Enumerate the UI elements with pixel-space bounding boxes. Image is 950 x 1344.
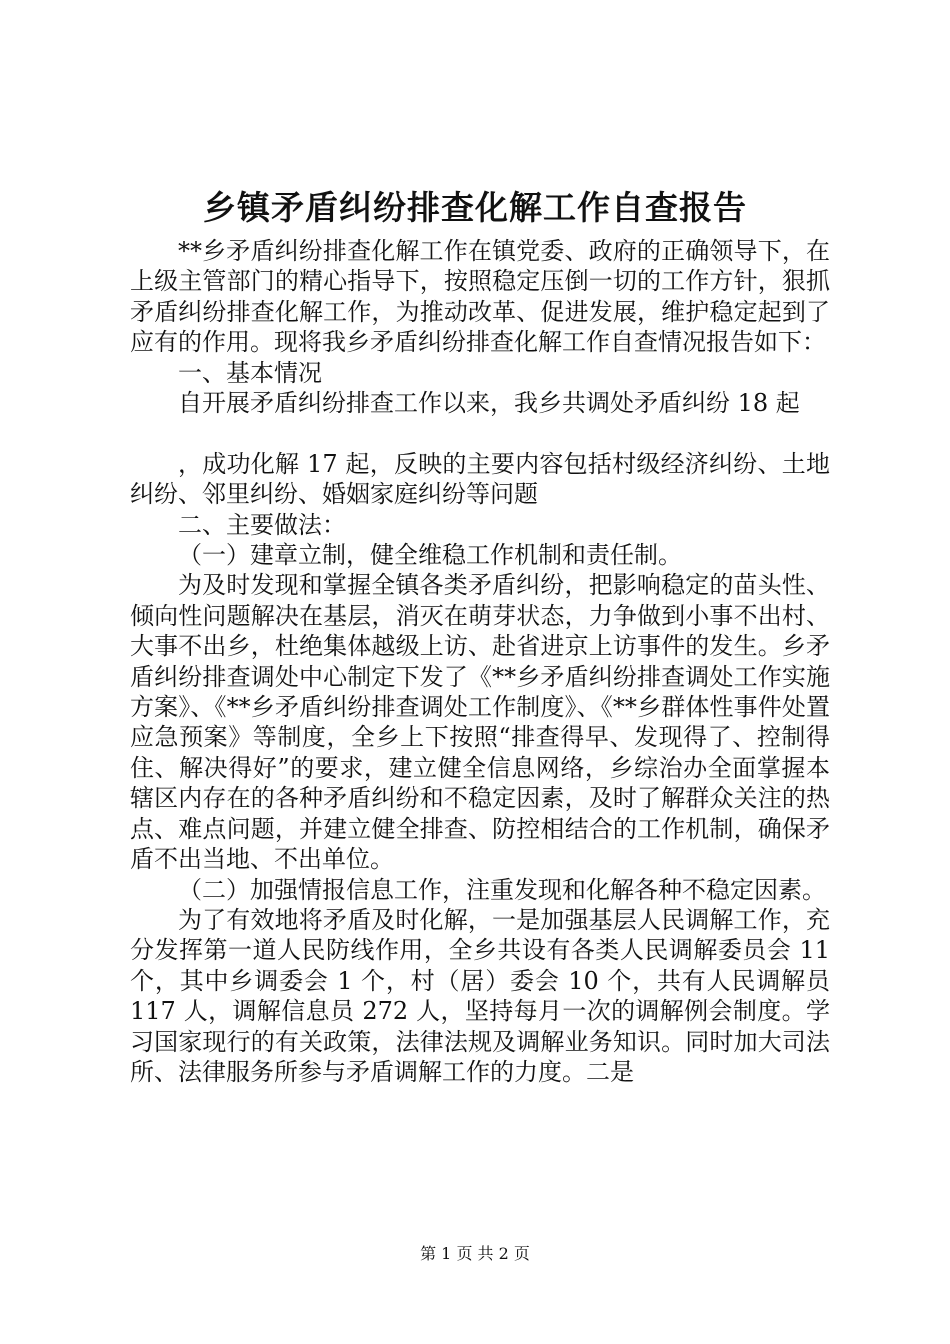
basic-situation-continued: ，成功化解 17 起，反映的主要内容包括村级经济纠纷、土地纠纷、邻里纠纷、婚姻家庭纠纷等问题: [130, 449, 830, 509]
subheading-rules-mechanism: （一）建章立制，健全维稳工作机制和责任制。: [178, 541, 682, 570]
subheading-intelligence-work: （二）加强情报信息工作，注重发现和化解各种不稳定因素。: [178, 875, 826, 904]
intelligence-work-paragraph: 为了有效地将矛盾及时化解，一是加强基层人民调解工作，充分发挥第一道人民防线作用，全乡共设有各类人民调解委员会 11 个，其中乡调委会 1 个，村（居）委会 10 个，共有人民调解员 117 人，调解信息员 272 人，坚持每月一次的调解例会制度。学习国家现行的有关政策，法律法规及调解业务知识。同时加大司法所、法律服务所参与矛盾调解工作的力度。二是: [130, 905, 830, 1086]
document-body: [130, 236, 830, 1087]
intro-paragraph: **乡矛盾纠纷排查化解工作在镇党委、政府的正确领导下，在上级主管部门的精心指导下，按照稳定压倒一切的工作方针，狠抓矛盾纠纷排查化解工作，为推动改革、促进发展，维护稳定起到了应有的作用。现将我乡矛盾纠纷排查化解工作自查情况报告如下：: [130, 237, 830, 357]
document-title: 乡镇矛盾纠纷排查化解工作自查报告: [203, 188, 747, 227]
rules-mechanism-paragraph: 为及时发现和掌握全镇各类矛盾纠纷，把影响稳定的苗头性、倾向性问题解决在基层，消灭在萌芽状态，力争做到小事不出村、大事不出乡，杜绝集体越级上访、赴省进京上访事件的发生。乡矛盾纠纷排查调处中心制定下发了《**乡矛盾纠纷排查调处工作实施方案》、《**乡矛盾纠纷排查调处工作制度》、《**乡群体性事件处置应急预案》等制度，全乡上下按照“排查得早、发现得了、控制得住、解决得好”的要求，建立健全信息网络，乡综治办全面掌握本辖区内存在的各种矛盾纠纷和不稳定因素，及时了解群众关注的热点、难点问题，并建立健全排查、防控相结合的工作机制，确保矛盾不出当地、不出单位。: [130, 571, 830, 874]
page-footer: 第 1 页 共 2 页: [420, 1244, 530, 1263]
section-heading-basic-situation: 一、基本情况: [178, 358, 322, 387]
section-heading-main-methods: 二、主要做法：: [178, 510, 346, 539]
basic-situation-paragraph: 自开展矛盾纠纷排查工作以来，我乡共调处矛盾纠纷 18 起: [178, 389, 800, 418]
